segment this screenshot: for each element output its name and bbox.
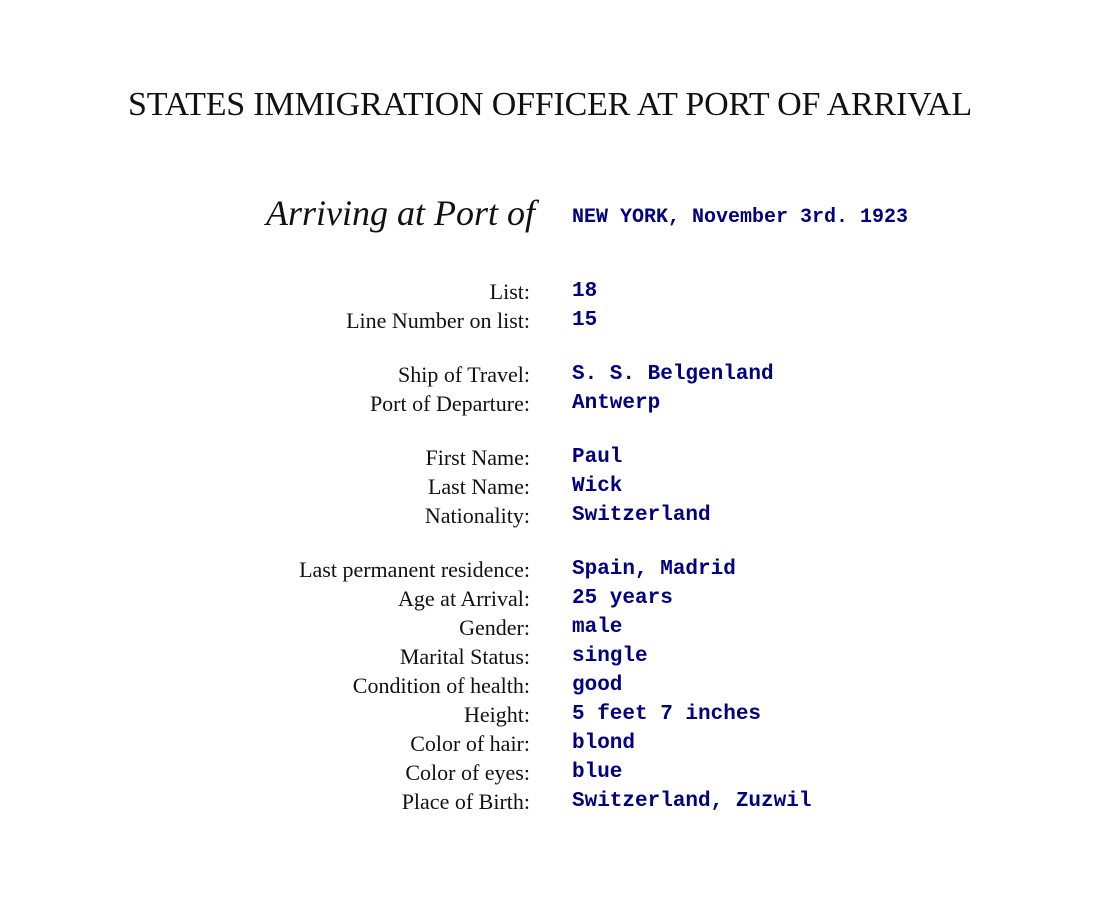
field-label: First Name: xyxy=(425,445,530,470)
field-label: Height: xyxy=(464,702,530,727)
field-value: 15 xyxy=(572,309,598,332)
field-value: Switzerland, Zuzwil xyxy=(572,790,812,813)
field-value: 5 feet 7 inches xyxy=(572,703,762,726)
field-value: 18 xyxy=(572,280,598,303)
field-row-marital-status xyxy=(0,643,1100,672)
field-label: Marital Status: xyxy=(399,644,530,669)
field-label: Port of Departure: xyxy=(369,391,530,416)
field-row-hair-color xyxy=(0,730,1100,759)
field-row-health xyxy=(0,672,1100,701)
field-label: Last Name: xyxy=(427,474,530,499)
field-label: Place of Birth: xyxy=(401,789,530,814)
field-row-residence xyxy=(0,556,1100,585)
field-value: blue xyxy=(572,761,623,784)
field-row-gender xyxy=(0,614,1100,643)
field-row-departure-port xyxy=(0,390,1100,419)
arrival-port-value: NEW YORK, November 3rd. 1923 xyxy=(572,206,909,229)
field-value: good xyxy=(572,674,623,697)
field-value: S. S. Belgenland xyxy=(572,363,774,386)
field-value: Antwerp xyxy=(572,392,661,415)
field-label: Nationality: xyxy=(424,503,530,528)
field-label: Color of eyes: xyxy=(405,760,530,785)
field-row-age xyxy=(0,585,1100,614)
field-label: Color of hair: xyxy=(410,731,530,756)
field-label: Ship of Travel: xyxy=(397,362,530,387)
field-row-eye-color xyxy=(0,759,1100,788)
field-value: Spain, Madrid xyxy=(572,558,736,581)
field-value: Paul xyxy=(572,446,623,469)
field-row-ship xyxy=(0,361,1100,390)
field-value: blond xyxy=(572,732,636,755)
field-row-birthplace xyxy=(0,788,1100,817)
field-value: male xyxy=(572,616,623,639)
page-heading: STATES IMMIGRATION OFFICER AT PORT OF ARRIVAL xyxy=(128,86,972,123)
field-value: Switzerland xyxy=(572,504,711,527)
field-label: Last permanent residence: xyxy=(299,557,530,582)
field-label: Gender: xyxy=(459,615,530,640)
field-value: 25 years xyxy=(572,587,673,610)
field-label: Line Number on list: xyxy=(346,308,530,333)
field-row-last-name xyxy=(0,473,1100,502)
field-value: single xyxy=(572,645,648,668)
field-row-height xyxy=(0,701,1100,730)
field-row-list xyxy=(0,278,1100,307)
record-fields xyxy=(0,278,1100,817)
field-row-line-number xyxy=(0,307,1100,336)
field-row-nationality xyxy=(0,502,1100,531)
field-row-first-name xyxy=(0,444,1100,473)
field-label: Condition of health: xyxy=(352,673,530,698)
arrival-port-label: Arriving at Port of xyxy=(266,193,535,233)
field-label: List: xyxy=(489,279,530,304)
field-label: Age at Arrival: xyxy=(398,586,530,611)
field-value: Wick xyxy=(572,475,623,498)
arrival-port-row xyxy=(0,192,1100,242)
